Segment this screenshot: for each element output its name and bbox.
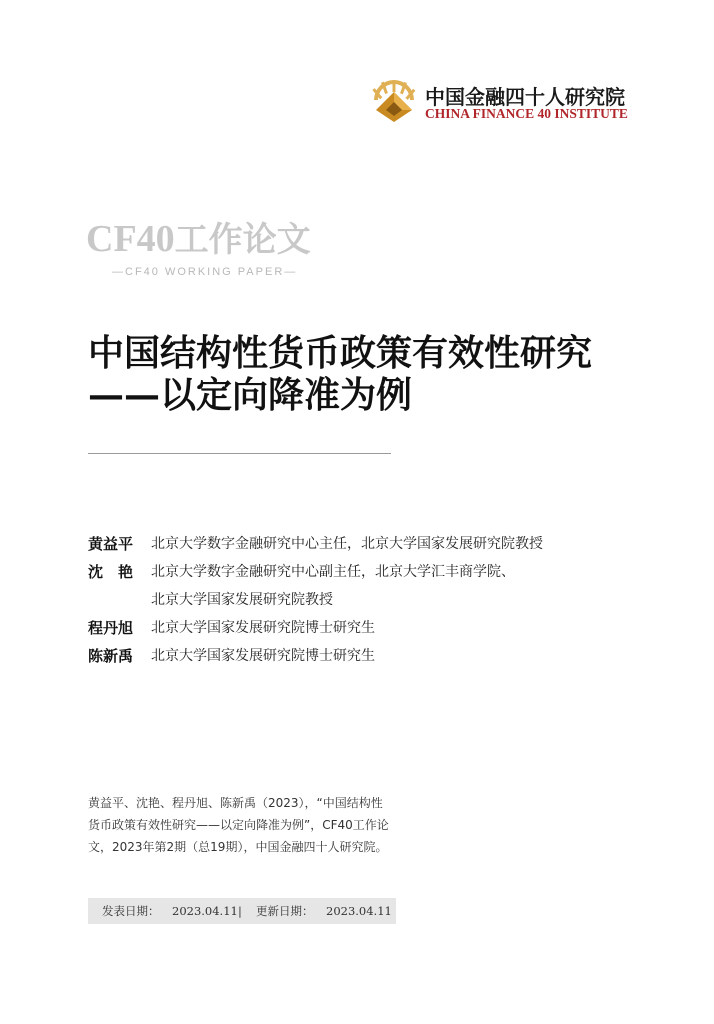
citation-line: 货币政策有效性研究——以定向降准为例”，CF40工作论 <box>88 818 389 832</box>
series-header <box>86 218 311 278</box>
institute-name-cn: 中国金融四十人研究院 <box>425 85 625 109</box>
author-name: 陈新禹 <box>88 647 134 665</box>
author-entry <box>88 530 688 558</box>
series-cjk: 工作论文 <box>174 220 311 260</box>
author-entry <box>88 614 688 642</box>
published-label: 发表日期： <box>102 904 160 918</box>
date-separator: | <box>238 904 242 918</box>
author-entry <box>88 642 688 670</box>
author-affiliation-line: 北京大学国家发展研究院教授 <box>151 592 333 608</box>
citation-note <box>88 792 448 858</box>
author-name: 程丹旭 <box>88 619 134 637</box>
institute-name-en: CHINA FINANCE 40 INSTITUTE <box>425 106 628 121</box>
institute-logo <box>370 78 632 124</box>
author-name: 黄益平 <box>88 535 134 553</box>
author-affiliation: 北京大学国家发展研究院博士研究生 <box>151 648 375 664</box>
date-bar <box>88 898 396 924</box>
paper-title-line-2: ——以定向降准为例 <box>88 374 413 416</box>
updated-date: 2023.04.11 <box>326 904 392 918</box>
paper-title <box>88 332 592 416</box>
author-list <box>88 530 688 670</box>
citation-line: 黄益平、沈艳、程丹旭、陈新禹（2023），“中国结构性 <box>88 796 383 810</box>
published-date: 2023.04.11 <box>172 904 238 918</box>
author-affiliation <box>151 558 515 614</box>
author-entry <box>88 558 688 614</box>
series-subtitle: —CF40 WORKING PAPER— <box>112 266 298 278</box>
author-affiliation: 北京大学国家发展研究院博士研究生 <box>151 620 375 636</box>
author-affiliation: 北京大学数字金融研究中心主任，北京大学国家发展研究院教授 <box>151 536 543 552</box>
author-name: 沈 艳 <box>88 563 134 581</box>
author-affiliation-line: 北京大学数字金融研究中心副主任，北京大学汇丰商学院、 <box>151 564 515 580</box>
institute-emblem-icon <box>370 78 418 124</box>
series-title <box>86 220 311 258</box>
updated-label: 更新日期： <box>256 904 314 918</box>
citation-line: 文，2023年第2期（总19期），中国金融四十人研究院。 <box>88 840 388 854</box>
title-divider <box>88 453 391 454</box>
paper-title-line-1: 中国结构性货币政策有效性研究 <box>88 332 593 374</box>
series-latin: CF40 <box>86 218 175 260</box>
